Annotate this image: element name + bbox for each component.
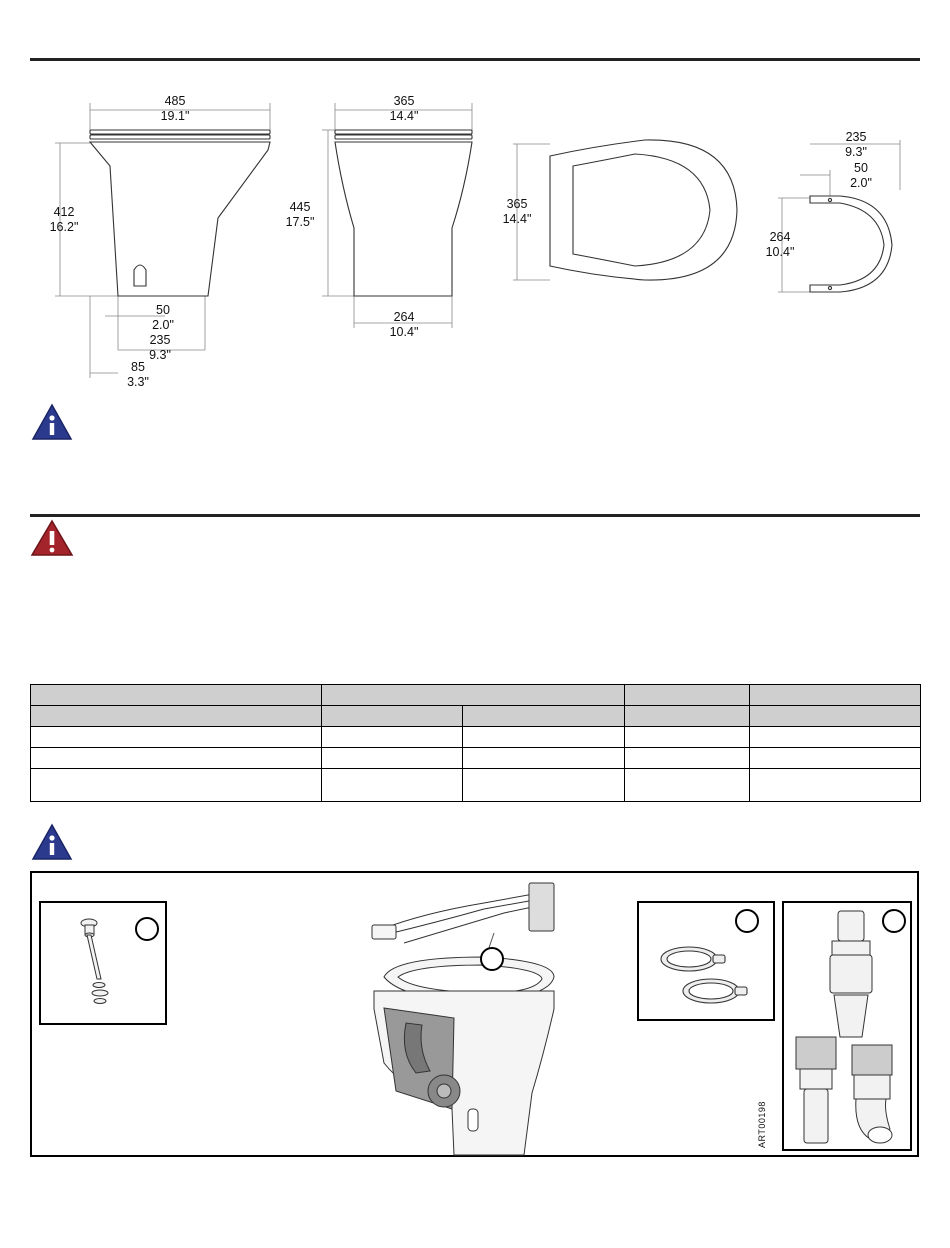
table-row: [31, 727, 921, 748]
hose-clamps-illustration: [659, 939, 759, 1015]
side-height-in: 16.2": [49, 220, 79, 234]
table-header-cell: [31, 706, 322, 727]
bolt-kit-box: [39, 901, 167, 1025]
table-header-cell: [625, 685, 750, 706]
table-cell: [31, 727, 322, 748]
top-rule: [30, 58, 920, 61]
footprint-hole-offset-label: [846, 161, 876, 191]
section-rule: [30, 514, 920, 517]
front-height-mm: 445: [289, 200, 311, 214]
table-cell: [463, 748, 625, 769]
table-cell: [31, 748, 322, 769]
side-outlet-offset-mm: 50: [156, 303, 170, 317]
footprint-hole-offset-in: 2.0": [850, 176, 872, 190]
front-view-drawing: [300, 88, 500, 338]
table-cell: [750, 748, 921, 769]
side-height-mm: 412: [53, 205, 75, 219]
front-base-width-label: [384, 310, 424, 340]
table-cell: [625, 748, 750, 769]
side-top-width-in: 19.1": [160, 109, 190, 123]
table-row: [31, 769, 921, 802]
table-cell: [322, 748, 463, 769]
callout-circle: [135, 917, 159, 941]
side-outlet-offset-label: [148, 303, 178, 333]
callout-circle: [735, 909, 759, 933]
front-top-width-mm: 365: [393, 94, 415, 108]
table-cell: [750, 727, 921, 748]
side-height-label: [44, 205, 84, 235]
toilet-assembly-illustration: [344, 873, 594, 1157]
front-base-width-mm: 264: [393, 310, 415, 324]
footprint-depth-label: [760, 230, 800, 260]
top-depth-in: 14.4": [502, 212, 532, 226]
table-header-cell: [625, 706, 750, 727]
front-base-width-in: 10.4": [389, 325, 419, 339]
table-header-cell: [750, 706, 921, 727]
footprint-width-mm: 235: [845, 130, 867, 144]
side-base-width-mm: 235: [149, 333, 171, 347]
side-base-width-in: 9.3": [149, 348, 171, 362]
footprint-depth-mm: 264: [769, 230, 791, 244]
info-icon: [31, 823, 73, 861]
table-header-cell: [322, 706, 463, 727]
table-cell: [750, 769, 921, 802]
warning-icon: [30, 519, 74, 557]
footprint-depth-in: 10.4": [765, 245, 795, 259]
callout-circle: [480, 947, 504, 971]
table-cell: [625, 769, 750, 802]
side-outlet-offset-in: 2.0": [152, 318, 174, 332]
front-top-width-label: [384, 94, 424, 124]
hose-clamps-box: [637, 901, 775, 1021]
side-rear-offset-label: [120, 360, 156, 390]
art-code-label: ART00198: [757, 1101, 767, 1148]
table-cell: [31, 769, 322, 802]
front-height-label: [280, 200, 320, 230]
footprint-hole-offset-mm: 50: [854, 161, 868, 175]
side-rear-offset-in: 3.3": [127, 375, 149, 389]
top-depth-mm: 365: [506, 197, 528, 211]
top-view-drawing: [505, 130, 745, 290]
info-icon: [31, 403, 73, 441]
parts-figure-frame: [30, 871, 919, 1157]
table-header-cell: [31, 685, 322, 706]
side-top-width-mm: 485: [164, 94, 186, 108]
table-cell: [463, 769, 625, 802]
spec-table: [30, 684, 921, 802]
table-row: [31, 748, 921, 769]
table-header-row: [31, 685, 921, 706]
table-header-cell: [463, 706, 625, 727]
fittings-box: [782, 901, 912, 1151]
front-top-width-in: 14.4": [389, 109, 419, 123]
table-cell: [625, 727, 750, 748]
bolt-kit-illustration: [71, 915, 131, 1015]
side-rear-offset-mm: 85: [131, 360, 145, 374]
top-depth-label: [497, 197, 537, 227]
fittings-illustration: [794, 907, 909, 1147]
front-height-in: 17.5": [285, 215, 315, 229]
table-header-cell: [322, 685, 625, 706]
side-top-width-label: [155, 94, 195, 124]
side-base-width-label: [142, 333, 178, 363]
table-cell: [463, 727, 625, 748]
footprint-width-label: [838, 130, 874, 160]
table-cell: [322, 727, 463, 748]
table-subheader-row: [31, 706, 921, 727]
footprint-width-in: 9.3": [845, 145, 867, 159]
table-cell: [322, 769, 463, 802]
table-header-cell: [750, 685, 921, 706]
